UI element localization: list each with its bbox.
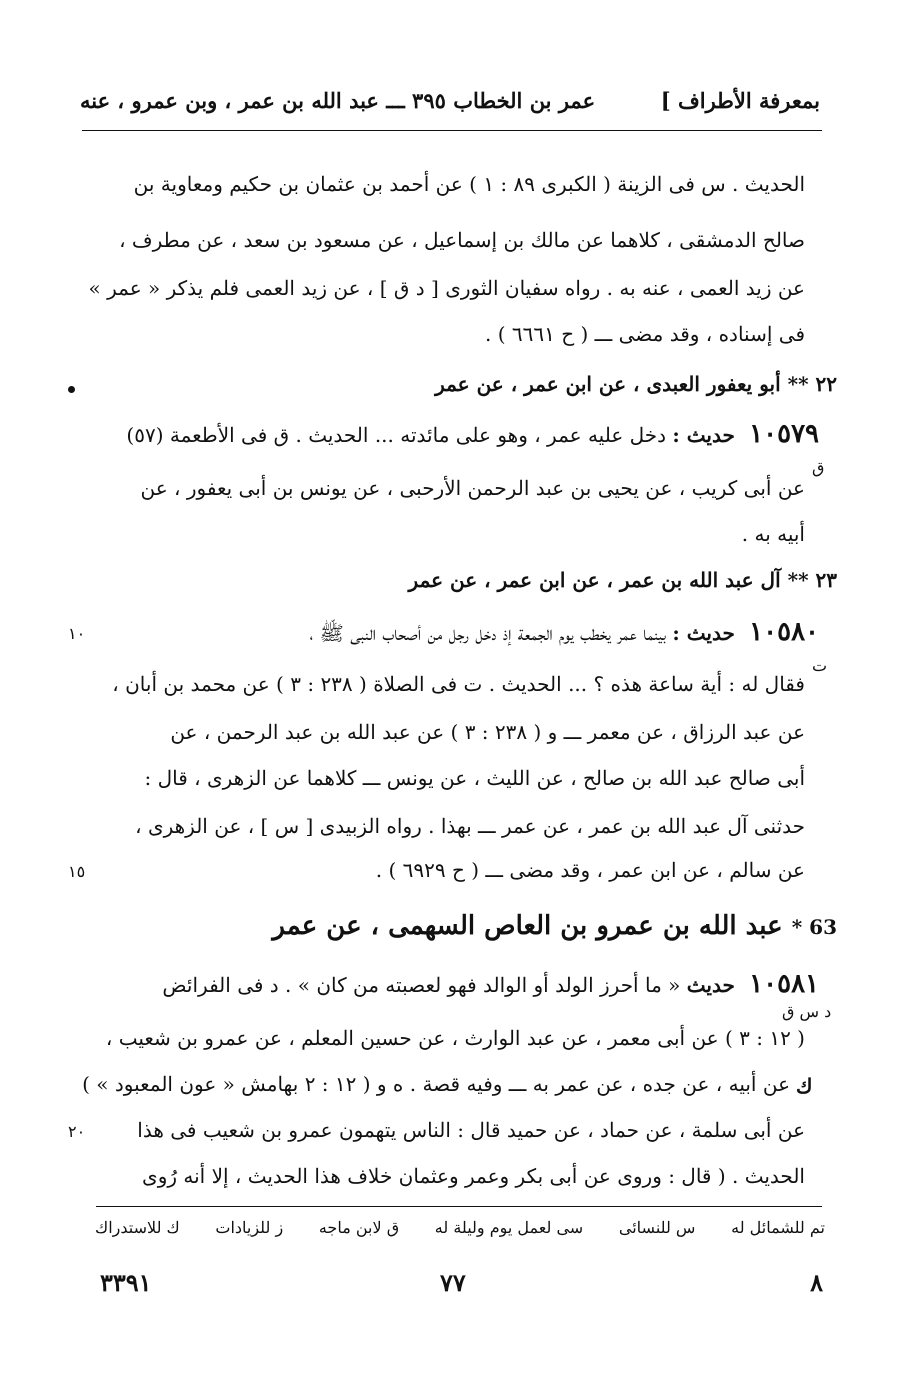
footer-rule: [96, 1206, 822, 1207]
section-marker: ٢٣ **: [787, 568, 837, 592]
header-center: عمر بن الخطاب ٣٩٥ ـــ عبد الله بن عمر ، وبن عمرو ، عنه: [80, 88, 596, 113]
section-title: آل عبد الله بن عمر ، عن ابن عمر ، عن عمر: [408, 568, 781, 592]
section-heading: [272, 904, 837, 948]
body-line: عن عبد الرزاق ، عن معمر ـــ و ( ٢٣٨ : ٣ ) عن عبد الله بن عبد الرحمن ، عن: [170, 720, 805, 744]
body-line: فى إسناده ، وقد مضى ـــ ( ح ٦٦٦١ ) .: [485, 322, 805, 346]
hadith-label: حديث :: [672, 621, 735, 645]
hadith-text: « ما أحرز الولد أو الوالد فهو لعصبته من كان » . د فى الفرائض: [162, 973, 681, 997]
hadith-first-line: [162, 966, 819, 1002]
footer-sequence-number: ٣٣٩١: [100, 1268, 152, 1297]
body-line: فقال له : أية ساعة هذه ؟ ... الحديث . ت فى الصلاة ( ٢٣٨ : ٣ ) عن محمد بن أبان ،: [112, 672, 805, 696]
abbreviation-key: [95, 1218, 825, 1248]
body-line: صالح الدمشقى ، كلاهما عن مالك بن إسماعيل ، عن مسعود بن سعد ، عن مطرف ،: [119, 228, 805, 252]
body-line: عن سالم ، عن ابن عمر ، وقد مضى ـــ ( ح ٦٩٢٩ ) .: [375, 858, 805, 882]
section-title: أبو يعفور العبدى ، عن ابن عمر ، عن عمر: [435, 372, 781, 396]
line-number-margin: ٢٠: [68, 1122, 86, 1141]
section-heading: [435, 366, 837, 402]
abbrev-item: سى لعمل يوم وليلة له: [434, 1218, 584, 1237]
body-line: عن أبى سلمة ، عن حماد ، عن حميد قال : الناس يتهمون عمرو بن شعيب فى هذا: [137, 1118, 805, 1142]
body-line: عن أبيه ، عن جده ، عن عمر به ـــ وفيه قصة . ه و ( ١٢ : ٢ بهامش « عون المعبود » ): [82, 1072, 790, 1096]
hadith-first-line: [310, 614, 820, 650]
abbrev-item: ك للاستدراك: [95, 1218, 180, 1237]
body-line: حدثنى آل عبد الله بن عمر ، عن عمر ـــ بهذا . رواه الزبيدى [ س ] ، عن الزهرى ،: [135, 814, 805, 838]
hadith-number: ١٠٥٨٠: [749, 617, 819, 647]
section-title: عبد الله بن عمرو بن العاص السهمى ، عن عمر: [272, 911, 783, 941]
body-line: الحديث . س فى الزينة ( الكبرى ٨٩ : ١ ) عن أحمد بن عثمان بن حكيم ومعاوية بن: [133, 172, 805, 196]
abbrev-item: س للنسائى: [618, 1218, 696, 1237]
hadith-label: حديث: [686, 973, 735, 997]
abbrev-item: ق لابن ماجه: [318, 1218, 400, 1237]
body-line: أبيه به .: [741, 522, 805, 546]
margin-dot: [68, 386, 75, 393]
body-line: عن أبى كريب ، عن يحيى بن عبد الرحمن الأرحبى ، عن يونس بن أبى يعفور ، عن: [140, 476, 805, 500]
footer-page-number: ٧٧: [440, 1268, 466, 1297]
line-number-margin: ١٥: [68, 862, 86, 881]
hadith-text: دخل عليه عمر ، وهو على مائدته ... الحديث . ق فى الأطعمة (٥٧): [126, 423, 667, 447]
hadith-number: ١٠٥٧٩: [749, 419, 819, 449]
page-header: [80, 88, 820, 124]
section-heading: [409, 562, 837, 598]
section-marker: ٢٢ **: [787, 372, 837, 396]
hadith-text: بينما عمر يخطب يوم الجمعة إذ دخل رجل من أصحاب النبى ﷺ ،: [309, 621, 667, 645]
margin-siglum: د س ق: [782, 1002, 832, 1021]
body-line: أبى صالح عبد الله بن صالح ، عن الليث ، عن يونس ـــ كلاهما عن الزهرى ، قال :: [144, 766, 805, 790]
body-line: عن زيد العمى ، عنه به . رواه سفيان الثورى [ د ق ] ، عن زيد العمى فلم يذكر « عمر »: [88, 276, 805, 300]
margin-siglum: ت: [812, 656, 828, 675]
abbrev-item: تم للشمائل له: [731, 1218, 825, 1237]
margin-siglum: ك: [796, 1074, 813, 1098]
margin-siglum: ق: [812, 458, 825, 477]
header-rule: [82, 130, 822, 131]
footer-volume-number: ٨: [810, 1268, 823, 1297]
hadith-first-line: [126, 416, 819, 452]
section-marker: 63 *: [791, 915, 837, 939]
abbrev-item: ز للزيادات: [215, 1218, 284, 1237]
body-line: ( ١٢ : ٣ ) عن أبى معمر ، عن عبد الوارث ، عن حسين المعلم ، عن عمرو بن شعيب ،: [105, 1026, 805, 1050]
hadith-label: حديث :: [672, 423, 735, 447]
hadith-number: ١٠٥٨١: [749, 969, 819, 999]
body-line: الحديث . ( قال : وروى عن أبى بكر وعمر وعثمان خلاف هذا الحديث ، إلا أنه رُوى: [142, 1164, 805, 1188]
line-number-margin: ١٠: [68, 624, 86, 643]
header-right: بمعرفة الأطراف ]: [660, 88, 820, 113]
